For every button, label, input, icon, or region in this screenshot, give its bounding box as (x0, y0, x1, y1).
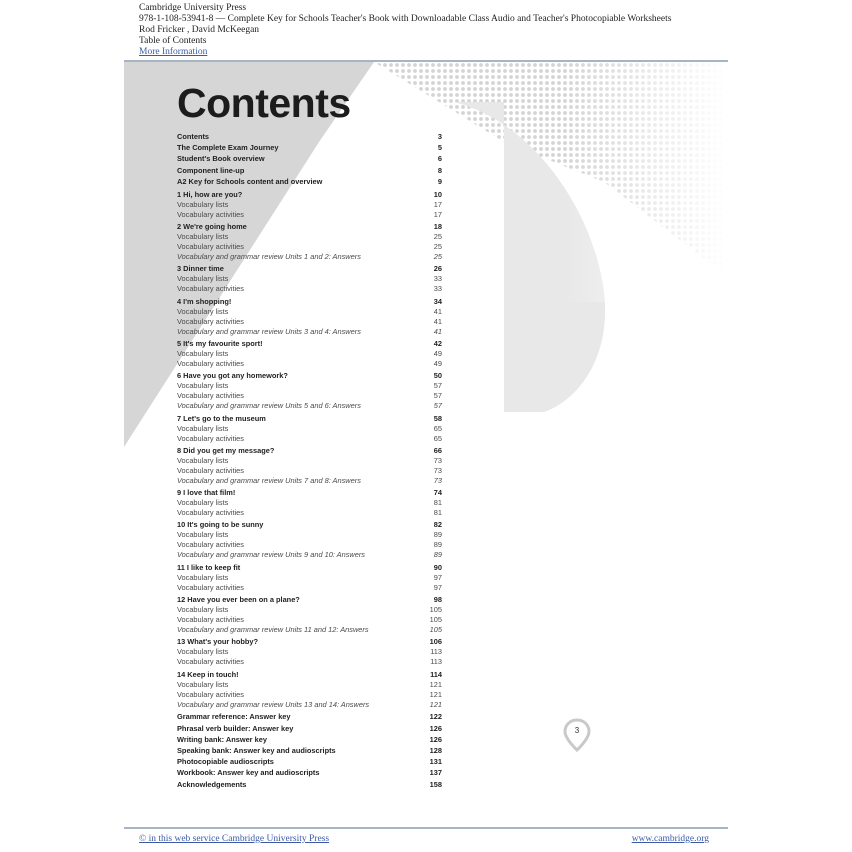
toc-entry-title: Student's Book overview (177, 154, 265, 164)
toc-entry-title: 5 It's my favourite sport! (177, 338, 263, 348)
toc-entry-title: 12 Have you ever been on a plane? (177, 595, 300, 604)
toc-entry-title: Component line-up (177, 165, 245, 175)
toc-entry-page: 126 (429, 734, 442, 744)
toc-entry-title: 1 Hi, how are you? (177, 189, 243, 199)
toc-entry-page: 42 (433, 338, 442, 348)
toc-entry (177, 465, 442, 475)
toc-entry-page: 17 (433, 199, 442, 209)
isbn-title: 978-1-108-53941-8 — Complete Key for Schools Teacher's Book with Downloadable Class Audio and Teacher's Photocopiable Worksheets (139, 14, 672, 24)
toc-entry-page: 121 (429, 689, 442, 699)
toc-entry (177, 131, 442, 142)
toc-entry (177, 679, 442, 689)
toc-entry (177, 209, 442, 219)
toc-entry-title: Vocabulary lists (177, 647, 229, 657)
toc-entry (177, 488, 442, 498)
toc-entry-page: 105 (429, 625, 442, 634)
toc-entry-title: Vocabulary lists (177, 679, 229, 689)
toc-entry-title: 9 I love that film! (177, 488, 236, 498)
toc-entry-page: 89 (433, 540, 442, 550)
toc-entry-page: 41 (433, 326, 442, 336)
table-of-contents (177, 131, 442, 790)
toc-entry-page: 8 (437, 165, 442, 175)
toc-entry-title: The Complete Exam Journey (177, 143, 279, 153)
toc-entry-title: Contents (177, 132, 210, 142)
toc-entry-title: Phrasal verb builder: Answer key (177, 723, 294, 733)
toc-entry-page: 6 (437, 154, 442, 164)
toc-entry-title: Photocopiable audioscripts (177, 757, 274, 767)
document-meta (139, 3, 671, 58)
toc-entry (177, 306, 442, 316)
toc-entry-page: 122 (429, 712, 442, 722)
toc-entry-page: 25 (433, 242, 442, 252)
toc-entry-page: 81 (433, 498, 442, 508)
toc-entry-page: 89 (433, 550, 442, 560)
toc-entry-title: Vocabulary lists (177, 423, 229, 433)
toc-entry (177, 615, 442, 625)
toc-entry-page: 73 (433, 465, 442, 475)
toc-entry (177, 625, 442, 635)
toc-entry-page: 113 (430, 647, 442, 657)
toc-entry-page: 105 (429, 615, 442, 624)
toc-entry-page: 3 (437, 132, 442, 142)
toc-entry-title: 2 We're going home (177, 222, 247, 232)
toc-entry (177, 711, 442, 722)
authors: Rod Fricker , David McKeegan (139, 25, 260, 35)
toc-entry-title: Vocabulary activities (177, 689, 244, 699)
toc-entry (177, 326, 442, 336)
toc-entry-title: Speaking bank: Answer key and audioscripts (177, 746, 336, 756)
toc-entry-page: 25 (433, 232, 442, 242)
toc-entry-page: 66 (433, 445, 442, 455)
website-link[interactable]: www.cambridge.org (631, 834, 709, 844)
contents-page (124, 60, 728, 828)
toc-entry-title: Vocabulary activities (177, 465, 244, 475)
toc-entry-page: 65 (433, 423, 442, 433)
toc-entry (177, 433, 442, 443)
page-title: Contents (177, 80, 351, 126)
toc-entry (177, 348, 442, 358)
toc-entry-page: 57 (433, 391, 442, 401)
toc-entry-page: 49 (433, 348, 442, 358)
toc-entry-page: 9 (437, 176, 442, 186)
toc-entry (177, 381, 442, 391)
toc-entry-page: 106 (429, 637, 442, 647)
toc-entry-page: 10 (433, 189, 442, 199)
toc-entry (177, 274, 442, 284)
toc-entry (177, 767, 442, 778)
toc-entry-title: Vocabulary lists (177, 306, 229, 316)
toc-entry-page: 121 (429, 699, 442, 709)
toc-entry-page: 97 (433, 582, 442, 592)
toc-entry-title: 7 Let's go to the museum (177, 413, 266, 423)
toc-entry (177, 582, 442, 592)
toc-entry-page: 50 (433, 371, 442, 381)
footer-divider (124, 827, 728, 829)
toc-entry-page: 89 (433, 530, 442, 540)
toc-entry-title: Vocabulary and grammar review Units 13 and 14: Answers (177, 699, 370, 709)
toc-entry-title: A2 Key for Schools content and overview (177, 176, 323, 186)
toc-entry-title: Vocabulary activities (177, 508, 244, 518)
toc-entry (177, 745, 442, 756)
toc-entry-page: 57 (433, 401, 442, 411)
toc-entry-page: 126 (429, 723, 442, 733)
toc-entry-title: Vocabulary lists (177, 232, 229, 242)
toc-entry-page: 137 (429, 768, 442, 778)
toc-entry-page: 90 (433, 562, 442, 572)
toc-entry (177, 498, 442, 508)
toc-entry (177, 540, 442, 550)
toc-entry-page: 33 (433, 284, 442, 294)
toc-entry-title: Vocabulary lists (177, 348, 229, 358)
toc-entry (177, 445, 442, 455)
toc-entry-page: 105 (429, 605, 442, 614)
toc-entry-title: Acknowledgements (177, 779, 247, 789)
toc-entry (177, 264, 442, 274)
toc-entry-page: 41 (433, 316, 442, 326)
toc-entry-title: Vocabulary lists (177, 498, 229, 508)
toc-entry (177, 572, 442, 582)
toc-entry-title: Workbook: Answer key and audioscripts (177, 768, 320, 778)
toc-entry-title: Vocabulary lists (177, 530, 229, 540)
toc-entry (177, 252, 442, 262)
toc-entry-page: 97 (433, 572, 442, 582)
page-number: 3 (574, 726, 580, 735)
toc-entry-title: Grammar reference: Answer key (177, 712, 291, 722)
toc-entry (177, 232, 442, 242)
toc-entry (177, 669, 442, 679)
toc-entry-title: Vocabulary lists (177, 274, 229, 284)
toc-entry-page: 34 (433, 296, 442, 306)
toc-entry-page: 73 (433, 475, 442, 485)
toc-entry (177, 423, 442, 433)
toc-entry-page: 81 (433, 508, 442, 518)
toc-entry (177, 401, 442, 411)
toc-entry (177, 222, 442, 232)
toc-entry-title: 4 I'm shopping! (177, 296, 232, 306)
toc-entry-title: Vocabulary lists (177, 381, 229, 391)
toc-entry (177, 756, 442, 767)
toc-entry-title: Vocabulary activities (177, 242, 244, 252)
toc-entry-page: 121 (429, 679, 442, 689)
toc-entry-page: 158 (429, 779, 442, 789)
toc-entry-title: Vocabulary and grammar review Units 3 and 4: Answers (177, 326, 361, 336)
toc-entry-title: 11 I like to keep fit (177, 562, 241, 572)
toc-entry-title: Vocabulary activities (177, 316, 244, 326)
toc-entry (177, 176, 442, 187)
toc-entry-title: Vocabulary activities (177, 433, 244, 443)
toc-entry (177, 338, 442, 348)
toc-entry-title: Vocabulary activities (177, 391, 244, 401)
toc-entry-page: 33 (433, 274, 442, 284)
toc-entry (177, 779, 442, 790)
toc-entry-title: Vocabulary lists (177, 572, 229, 582)
toc-entry-title: 8 Did you get my message? (177, 445, 275, 455)
toc-entry (177, 153, 442, 164)
toc-entry (177, 637, 442, 647)
toc-entry-title: 6 Have you got any homework? (177, 371, 288, 381)
toc-entry-title: 10 It's going to be sunny (177, 520, 264, 530)
toc-entry-title: Vocabulary and grammar review Units 5 and 6: Answers (177, 401, 361, 411)
toc-entry-title: Vocabulary and grammar review Units 1 and 2: Answers (177, 252, 361, 262)
toc-entry (177, 358, 442, 368)
toc-entry-page: 58 (433, 413, 442, 423)
toc-entry-page: 18 (433, 222, 442, 232)
toc-entry-page: 5 (437, 143, 442, 153)
section-name: Table of Contents (139, 36, 207, 46)
toc-entry (177, 657, 442, 667)
toc-entry (177, 284, 442, 294)
toc-entry-title: Vocabulary activities (177, 540, 244, 550)
toc-entry (177, 189, 442, 199)
toc-entry (177, 605, 442, 615)
toc-entry-title: Writing bank: Answer key (177, 734, 267, 744)
toc-entry (177, 475, 442, 485)
toc-entry-page: 65 (433, 433, 442, 443)
toc-entry (177, 371, 442, 381)
toc-entry-title: Vocabulary activities (177, 284, 244, 294)
copyright-link[interactable]: © in this web service Cambridge University Press (139, 834, 330, 844)
toc-entry (177, 413, 442, 423)
toc-entry-page: 73 (433, 455, 442, 465)
more-information-link[interactable]: More Information (139, 47, 208, 57)
toc-entry-title: Vocabulary activities (177, 358, 244, 368)
toc-entry-page: 131 (429, 757, 442, 767)
toc-entry (177, 508, 442, 518)
toc-entry-page: 57 (433, 381, 442, 391)
toc-entry-page: 98 (433, 595, 442, 604)
toc-entry-title: Vocabulary lists (177, 455, 229, 465)
toc-entry-title: 13 What's your hobby? (177, 637, 259, 647)
toc-entry-page: 114 (430, 669, 442, 679)
toc-entry (177, 689, 442, 699)
toc-entry (177, 699, 442, 709)
publisher-name: Cambridge University Press (139, 3, 247, 13)
toc-entry-page: 113 (430, 657, 442, 667)
toc-entry (177, 530, 442, 540)
toc-entry (177, 562, 442, 572)
toc-entry (177, 550, 442, 560)
toc-entry-title: Vocabulary activities (177, 615, 244, 624)
toc-entry-title: 14 Keep in touch! (177, 669, 239, 679)
toc-entry-title: Vocabulary and grammar review Units 11 and 12: Answers (177, 625, 369, 634)
toc-entry-page: 26 (433, 264, 442, 274)
toc-entry (177, 199, 442, 209)
toc-entry-title: Vocabulary activities (177, 209, 244, 219)
toc-entry-page: 25 (433, 252, 442, 262)
toc-entry (177, 520, 442, 530)
toc-entry-page: 74 (433, 488, 442, 498)
toc-entry (177, 242, 442, 252)
toc-entry (177, 316, 442, 326)
toc-entry (177, 734, 442, 745)
toc-entry-page: 128 (429, 746, 442, 756)
toc-entry-page: 49 (433, 358, 442, 368)
toc-entry-title: Vocabulary lists (177, 605, 229, 614)
toc-entry (177, 455, 442, 465)
toc-entry (177, 723, 442, 734)
toc-entry (177, 595, 442, 605)
toc-entry-title: Vocabulary and grammar review Units 9 and 10: Answers (177, 550, 365, 560)
toc-entry-page: 17 (433, 209, 442, 219)
toc-entry-page: 41 (433, 306, 442, 316)
toc-entry (177, 142, 442, 153)
page-number-marker-icon (563, 718, 591, 752)
toc-entry-title: Vocabulary lists (177, 199, 229, 209)
toc-entry (177, 165, 442, 176)
toc-entry-title: Vocabulary activities (177, 582, 244, 592)
toc-entry (177, 296, 442, 306)
toc-entry (177, 647, 442, 657)
toc-entry (177, 391, 442, 401)
toc-entry-title: Vocabulary and grammar review Units 7 and 8: Answers (177, 475, 361, 485)
toc-entry-title: Vocabulary activities (177, 657, 244, 667)
toc-entry-page: 82 (433, 520, 442, 530)
toc-entry-title: 3 Dinner time (177, 264, 224, 274)
